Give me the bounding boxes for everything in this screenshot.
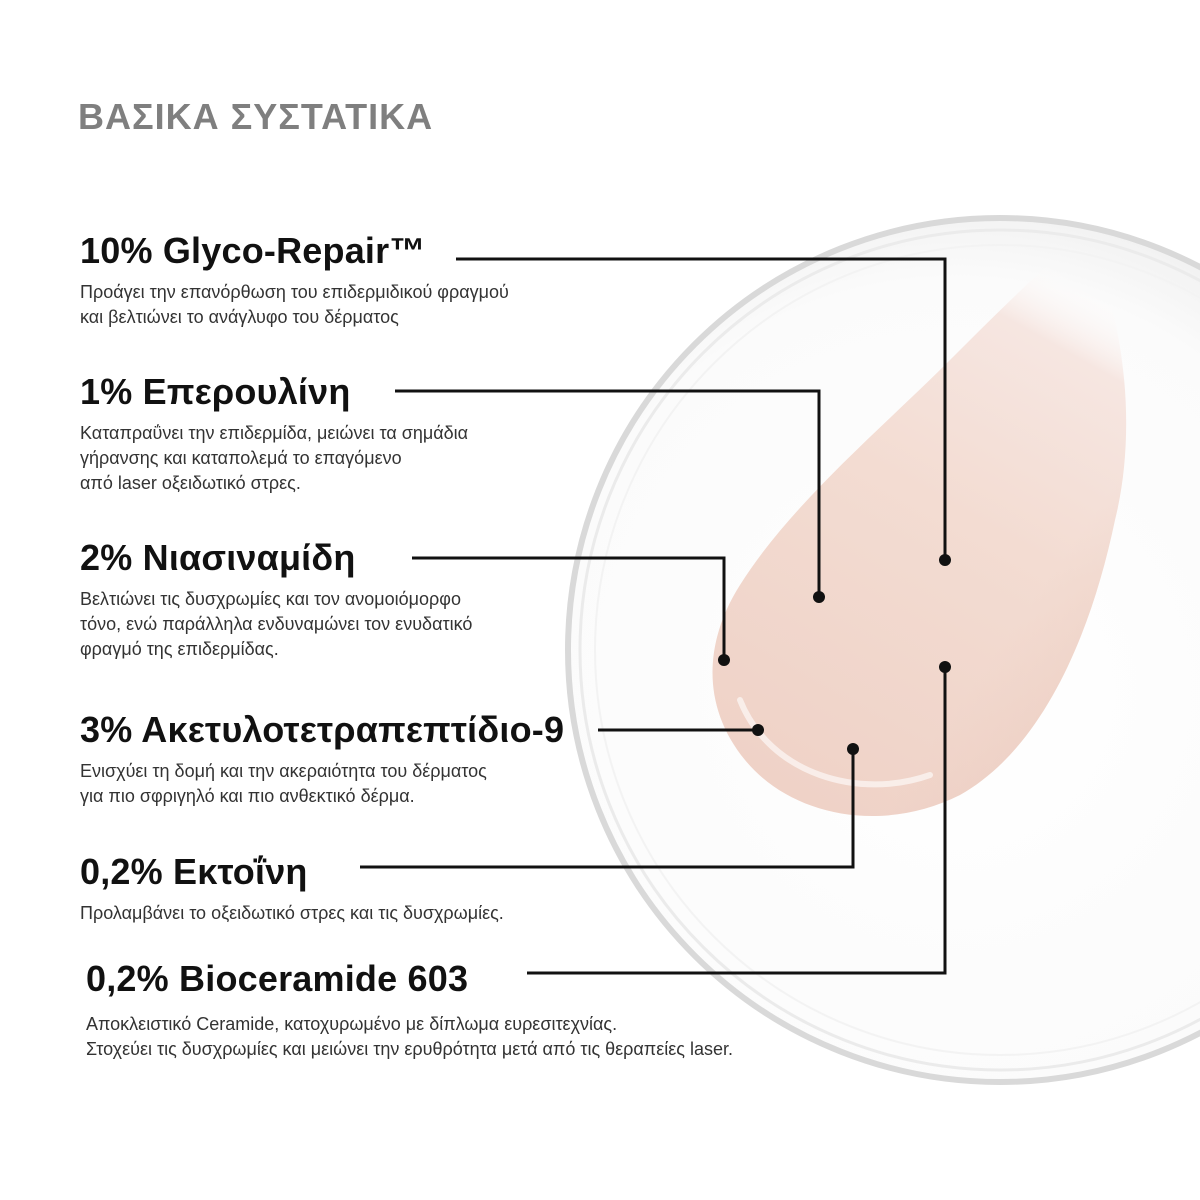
ingredient-glyco-repair <box>80 230 509 330</box>
marker-glyco-repair <box>939 554 951 566</box>
ingredient-description: Βελτιώνει τις δυσχρωμίες και τον ανομοιόμορφο τόνο, ενώ παράλληλα ενδυναμώνει τον ενυδατικό φραγμό της επιδερμίδας. <box>80 589 473 659</box>
ingredient-ectoine <box>80 851 504 926</box>
ingredient-acetyl-tetrapeptide <box>80 709 564 809</box>
marker-bioceramide <box>939 661 951 673</box>
ingredient-description: Καταπραΰνει την επιδερμίδα, μειώνει τα σημάδια γήρανσης και καταπολεμά το επαγόμενο από laser οξειδωτικό στρες. <box>80 423 469 493</box>
marker-acetyl-tetrapeptide <box>752 724 764 736</box>
marker-ectoine <box>847 743 859 755</box>
ingredient-name: 3% Ακετυλοτετραπεπτίδιο-9 <box>80 709 565 750</box>
ingredient-name: 0,2% Bioceramide 603 <box>86 958 469 999</box>
ingredient-bioceramide <box>86 958 733 1062</box>
ingredient-name: 2% Νιασιναμίδη <box>80 537 356 578</box>
ingredient-name: 1% Επερουλίνη <box>80 371 351 412</box>
ingredient-name: 0,2% Εκτοΐνη <box>80 851 308 892</box>
ingredient-niacinamide <box>80 537 472 662</box>
ingredient-eperuline <box>80 371 468 496</box>
ingredient-name: 10% Glyco-Repair™ <box>80 230 426 271</box>
ingredient-description: Προάγει την επανόρθωση του επιδερμιδικού φραγμού και βελτιώνει το ανάγλυφο του δέρματος <box>80 282 509 327</box>
ingredient-description: Προλαμβάνει το οξειδωτικό στρες και τις δυσχρωμίες. <box>80 903 504 923</box>
marker-eperuline <box>813 591 825 603</box>
ingredient-description: Αποκλειστικό Ceramide, κατοχυρωμένο με δίπλωμα ευρεσιτεχνίας. Στοχεύει τις δυσχρωμίες και μειώνει την ερυθρότητα μετά από τις θεραπείες laser. <box>86 1014 733 1059</box>
ingredient-description: Ενισχύει τη δομή και την ακεραιότητα του δέρματος για πιο σφριγηλό και πιο ανθεκτικό δέρμα. <box>80 761 487 806</box>
marker-niacinamide <box>718 654 730 666</box>
section-heading: ΒΑΣΙΚΑ ΣΥΣΤΑΤΙΚΑ <box>78 96 434 137</box>
